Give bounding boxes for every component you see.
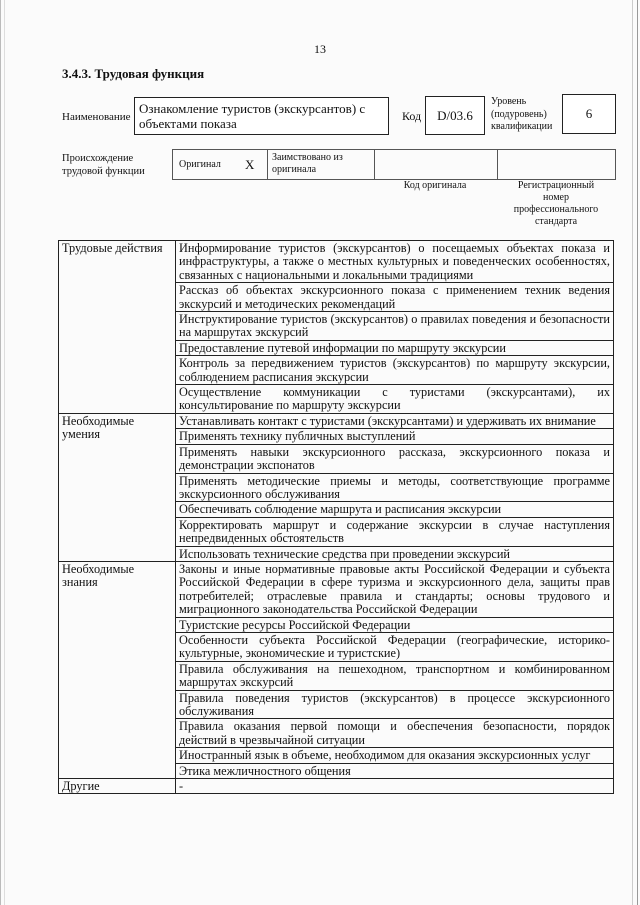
category-cell: Другие bbox=[59, 779, 176, 794]
item-cell: Устанавливать контакт с туристами (экскурсантами) и удерживать их внимание bbox=[176, 413, 614, 428]
function-table bbox=[58, 240, 614, 794]
item-cell: Особенности субъекта Российской Федерации (географические, историко-культурные, экономические и туристские) bbox=[176, 632, 614, 661]
table-row bbox=[59, 241, 614, 283]
item-cell: Правила обслуживания на пешеходном, транспортном и комбинированном маршрутах экскурсий bbox=[176, 661, 614, 690]
item-cell: Правила оказания первой помощи и обеспечения безопасности, порядок действий в чрезвычайной ситуации bbox=[176, 719, 614, 748]
item-cell: Корректировать маршрут и содержание экскурсии в случае наступления непредвиденных обстоятельств bbox=[176, 517, 614, 546]
table-row bbox=[59, 561, 614, 617]
code-original-field bbox=[374, 149, 498, 180]
item-cell: Применять методические приемы и методы, соответствующие программе экскурсионного обслуживания bbox=[176, 473, 614, 502]
item-cell: Осуществление коммуникации с туристами (экскурсантами), их консультирование по маршруту экскурсии bbox=[176, 385, 614, 414]
scan-edge-line bbox=[0, 0, 1, 905]
item-cell: Применять навыки экскурсионного рассказа, экскурсионного показа и демонстрации экспонатов bbox=[176, 444, 614, 473]
item-cell: Инструктирование туристов (экскурсантов) о правилах поведения и безопасности на маршрутах экскурсий bbox=[176, 312, 614, 341]
scan-edge-line bbox=[637, 0, 638, 905]
item-cell: Иностранный язык в объеме, необходимом для оказания экскурсионных услуг bbox=[176, 748, 614, 763]
origin-label: Происхождение трудовой функции bbox=[62, 153, 145, 177]
item-cell: Правила поведения туристов (экскурсантов) в процессе экскурсионного обслуживания bbox=[176, 690, 614, 719]
item-cell: Обеспечивать соблюдение маршрута и расписания экскурсии bbox=[176, 502, 614, 517]
category-cell: Трудовые действия bbox=[59, 241, 176, 414]
item-cell: Применять технику публичных выступлений bbox=[176, 429, 614, 444]
item-cell: Рассказ об объектах экскурсионного показа с применением техник ведения экскурсий и методических рекомендаций bbox=[176, 283, 614, 312]
reg-number-label: Регистрационный номер профессионального стандарта bbox=[513, 180, 599, 227]
level-value: 6 bbox=[585, 106, 593, 121]
section-title: 3.4.3. Трудовая функция bbox=[62, 66, 205, 81]
level-value-box bbox=[562, 94, 616, 134]
level-label: Уровень (подуровень) квалификации bbox=[491, 96, 553, 132]
original-mark: X bbox=[245, 157, 255, 172]
item-cell: - bbox=[176, 779, 614, 794]
code-label: Код bbox=[402, 109, 422, 123]
code-value: D/03.6 bbox=[437, 108, 473, 123]
page-number: 13 bbox=[314, 42, 326, 56]
origin-field-borrowed bbox=[267, 149, 375, 180]
original-label: Оригинал bbox=[179, 159, 221, 170]
name-value: Ознакомление туристов (экскурсантов) с объектами показа bbox=[139, 101, 366, 131]
table-row bbox=[59, 779, 614, 794]
item-cell: Туристские ресурсы Российской Федерации bbox=[176, 617, 614, 632]
reg-number-field bbox=[497, 149, 616, 180]
category-cell: Необходимые знания bbox=[59, 561, 176, 778]
table-row bbox=[59, 413, 614, 428]
item-cell: Этика межличностного общения bbox=[176, 763, 614, 778]
item-cell: Контроль за передвижением туристов (экскурсантов) по маршруту экскурсии, соблюдением расписания экскурсии bbox=[176, 356, 614, 385]
code-value-box bbox=[425, 96, 485, 135]
name-label: Наименование bbox=[62, 111, 131, 123]
item-cell: Использовать технические средства при проведении экскурсий bbox=[176, 546, 614, 561]
borrowed-label: Заимствовано из оригинала bbox=[272, 152, 343, 175]
item-cell: Законы и иные нормативные правовые акты Российской Федерации и субъекта Российской Федерации в сфере туризма и экскурсионного дела, защиты прав потребителей; отраслевые правила и стандарты; основы трудового и миграционного законодательства Российской Федерации bbox=[176, 561, 614, 617]
item-cell: Предоставление путевой информации по маршруту экскурсии bbox=[176, 340, 614, 355]
scan-edge-line bbox=[632, 0, 633, 905]
origin-field-original bbox=[172, 149, 268, 180]
category-cell: Необходимые умения bbox=[59, 413, 176, 561]
code-original-label: Код оригинала bbox=[403, 180, 467, 191]
item-cell: Информирование туристов (экскурсантов) о посещаемых объектах показа и инфраструктуры, а также о местных культурных и поведенческих особенностях, связанных с национальными и локальными традициями bbox=[176, 241, 614, 283]
name-value-box bbox=[134, 97, 389, 135]
scan-edge-line bbox=[4, 0, 5, 905]
